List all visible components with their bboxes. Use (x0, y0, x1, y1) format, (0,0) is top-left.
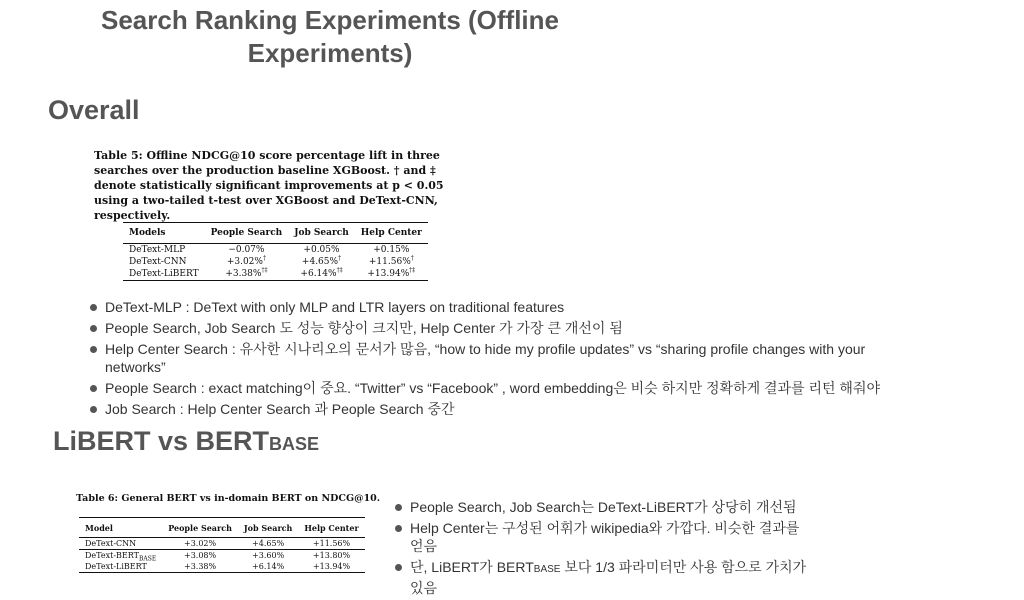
list-item: 단, LiBERT가 BERTBASE 보다 1/3 파라미터만 사용 함으로 가치가 있음 (395, 558, 815, 597)
table6-value-cell: +11.56% (312, 539, 351, 548)
significance-mark: † (410, 255, 414, 262)
table5-value-cell: +4.65%† (301, 255, 342, 267)
table6-value-cell: +3.02% (183, 539, 217, 548)
overall-bullet-list (90, 298, 890, 421)
table6 (79, 517, 365, 573)
list-item: Job Search : Help Center Search 과 People Search 중간 (90, 400, 890, 418)
table6-value-cell: +4.65% (252, 539, 285, 548)
table6-value-cell: +3.38% (183, 562, 217, 571)
list-item: People Search, Job Search 도 성능 향상이 크지만, Help Center 가 가장 큰 개선이 됨 (90, 319, 890, 337)
table-row (123, 256, 428, 268)
table5-value-cell: +0.05% (303, 245, 340, 255)
table5 (123, 222, 428, 281)
significance-mark: †‡ (336, 267, 343, 274)
bullet-dot-icon (90, 346, 97, 353)
table6-header-help-center: Help Center (304, 522, 359, 533)
list-item: People Search : exact matching이 중요. “Twitter” vs “Facebook” , word embedding은 비슷 하지만 정확하게 결과를 리턴 해줘야 (90, 379, 890, 397)
slide-title: Search Ranking Experiments (Offline Experiments) (100, 5, 559, 68)
table6-model-cell: DeText-$BERT_{BASE}$ (85, 551, 157, 563)
bullet-dot-icon (395, 504, 402, 511)
table6-header-job-search: Job Search (243, 522, 293, 533)
section-heading-overall: Overall (48, 95, 140, 125)
list-item: DeText-MLP : DeText with only MLP and LTR layers on traditional features (90, 298, 890, 316)
table5-caption: Table 5: Offline NDCG@10 score percentage lift in three searches over the production baseline XGBoost. † and ‡ denote statistically significant improvements at p < 0.05 using a two-tailed t-test over XGBoost and DeText-CNN, respectively. (94, 149, 444, 222)
table-row (123, 244, 428, 257)
bullet-dot-icon (395, 525, 402, 532)
libert-bullet-list (395, 498, 815, 600)
table5-value-cell: +3.02%† (226, 255, 266, 267)
table5-value-cell: +0.15% (373, 245, 410, 255)
significance-mark: † (262, 255, 266, 262)
significance-mark: † (338, 255, 342, 262)
table5-value-cell: +6.14%†‡ (300, 267, 343, 279)
table5-model-cell: DeText-CNN (129, 257, 187, 267)
list-item: Help Center Search : 유사한 시나리오의 문서가 많음, “how to hide my profile updates” vs “sharing profile changes with your networks” (90, 340, 890, 376)
table5-value-cell: +3.38%†‡ (225, 267, 268, 279)
table-row (79, 561, 365, 573)
table6-model-cell: DeText-CNN (85, 539, 137, 548)
bullet-dot-icon (395, 564, 402, 571)
bullet-dot-icon (90, 304, 97, 311)
table6-header-model: Model (85, 522, 113, 533)
table6-value-cell: +3.60% (252, 551, 285, 560)
table5-model-cell: DeText-LiBERT (129, 269, 199, 279)
significance-mark: †‡ (261, 267, 268, 274)
table6-model-cell: DeText-LiBERT (85, 562, 147, 571)
table6-value-cell: +3.08% (183, 551, 217, 560)
bullet-dot-icon (90, 325, 97, 332)
table-row (123, 268, 428, 281)
table5-value-cell: +13.94%†‡ (367, 267, 416, 279)
table6-header-people-search: People Search (168, 522, 232, 533)
table-row (79, 550, 365, 562)
table6-value-cell: +13.80% (312, 551, 351, 560)
table5-value-cell: +11.56%† (368, 255, 414, 267)
table5-header-models: Models (129, 228, 166, 238)
table5-header-help-center: Help Center (360, 228, 422, 238)
table6-caption: Table 6: General BERT vs in-domain BERT on NDCG@10. (76, 493, 381, 504)
table6-header-row (79, 518, 365, 538)
table5-header-row (123, 223, 428, 244)
list-item: People Search, Job Search는 DeText-LiBERT가 상당히 개선됨 (395, 498, 815, 516)
section-heading-libert-vs-bert: LiBERT vs BERTBASE (53, 426, 320, 456)
list-item: Help Center는 구성된 어휘가 wikipedia와 가깝다. 비슷한 결과를 얻음 (395, 519, 815, 555)
significance-mark: †‡ (409, 267, 416, 274)
table5-header-job-search: Job Search (294, 228, 349, 238)
table5-value-cell: −0.07% (228, 245, 265, 255)
bullet-dot-icon (90, 406, 97, 413)
bullet-dot-icon (90, 385, 97, 392)
table5-header-people-search: People Search (210, 228, 283, 238)
table5-model-cell: DeText-MLP (129, 245, 186, 255)
table-row (79, 538, 365, 550)
table6-value-cell: +6.14% (252, 562, 285, 571)
table6-value-cell: +13.94% (312, 562, 351, 571)
